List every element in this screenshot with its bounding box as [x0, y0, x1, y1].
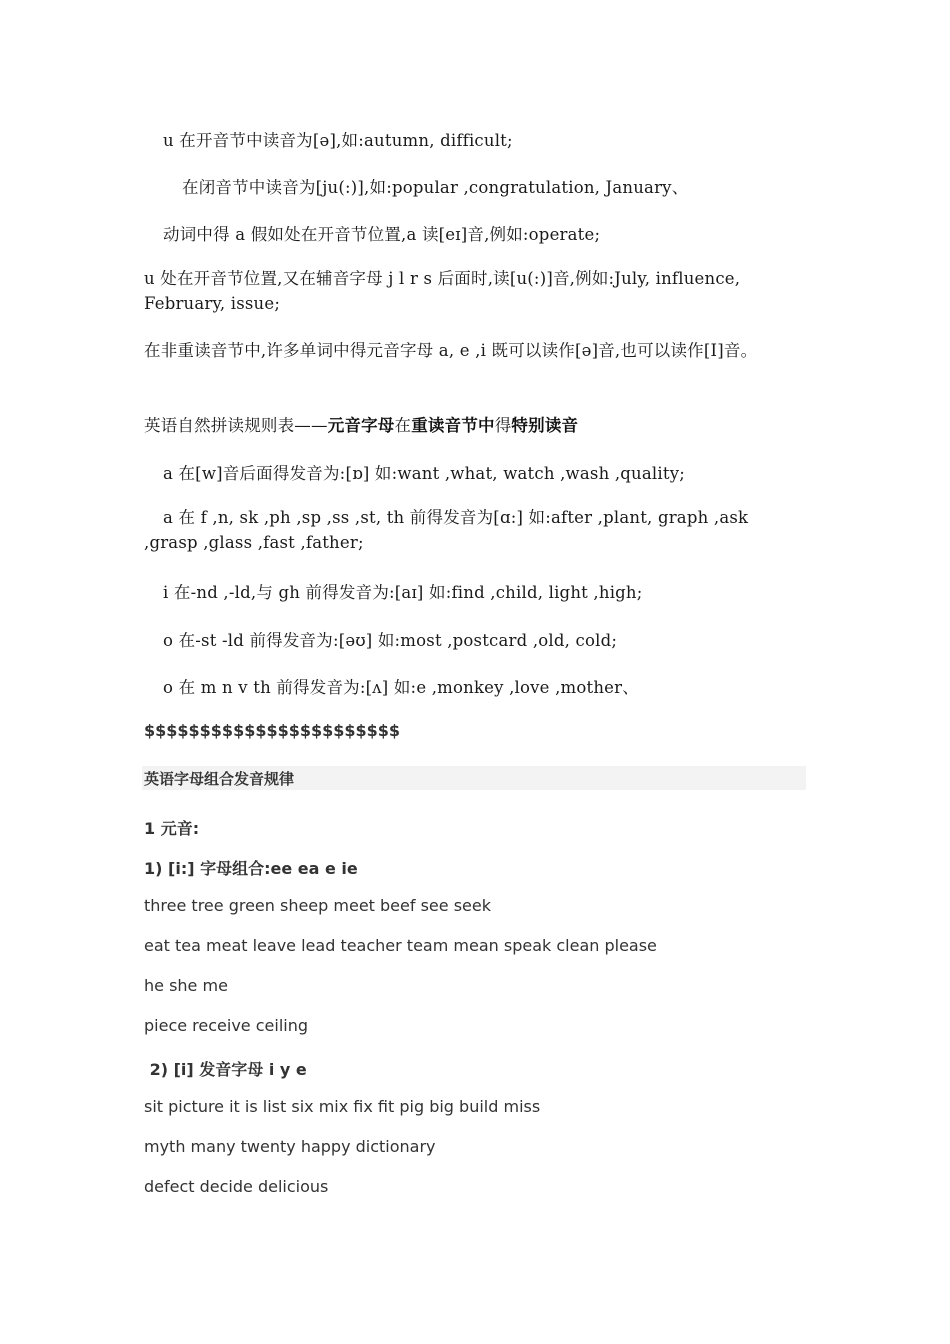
rule-o-before-st-ld: o 在-st -ld 前得发音为:[əʊ] 如:most ,postcard ,old, cold;: [163, 631, 618, 650]
rule-o-before-mnvth: o 在 m n v th 前得发音为:[ʌ] 如:e ,monkey ,love ,mother、: [163, 678, 639, 697]
title-part-1: 英语自然拼读规则表——: [144, 416, 328, 435]
subsection-i-short: 2) [i] 发音字母 i y e: [144, 1060, 307, 1079]
rule-unstressed-vowels: 在非重读音节中,许多单词中得元音字母 a, e ,i 既可以读作[ə]音,也可以读作[I]音。: [144, 341, 758, 360]
title-part-stressed-syllable: 重读音节中: [411, 416, 495, 435]
example-row: eat tea meat leave lead teacher team mean speak clean please: [144, 936, 657, 955]
title-part-5: 得: [494, 416, 512, 435]
title-part-vowel-letters: 元音字母: [327, 416, 395, 435]
example-row: defect decide delicious: [144, 1177, 329, 1196]
example-row: sit picture it is list six mix fix fit pig big build miss: [144, 1097, 541, 1116]
example-row: myth many twenty happy dictionary: [144, 1137, 436, 1156]
title-part-special-pronunciation: 特别读音: [511, 416, 579, 435]
subsection-i-long: 1) [i:] 字母组合:ee ea e ie: [144, 859, 358, 878]
title-part-3: 在: [394, 416, 412, 435]
rule-verb-a: 动词中得 a 假如处在开音节位置,a 读[eɪ]音,例如:operate;: [163, 225, 601, 244]
rule-i-before-nd-ld-gh: i 在-nd ,-ld,与 gh 前得发音为:[aɪ] 如:find ,child, light ,high;: [163, 583, 643, 602]
rule-u-open-syllable: u 在开音节中读音为[ə],如:autumn, difficult;: [163, 131, 513, 150]
rule-u-after-consonants: u 处在开音节位置,又在辅音字母 j l r s 后面时,读[u(:)]音,例如:July, influence, February, issue;: [144, 269, 741, 313]
phonics-table-title: [144, 412, 578, 436]
rule-u-closed-syllable: 在闭音节中读音为[ju(:)],如:popular ,congratulation, January、: [182, 178, 689, 197]
vowel-title: 1 元音:: [144, 819, 200, 838]
section-heading: 英语字母组合发音规律: [144, 770, 295, 788]
example-row: he she me: [144, 976, 228, 995]
example-row: three tree green sheep meet beef see seek: [144, 896, 491, 915]
example-row: piece receive ceiling: [144, 1016, 308, 1035]
rule-a-after-w: a 在[w]音后面得发音为:[ɒ] 如:want ,what, watch ,wash ,quality;: [163, 464, 685, 483]
rule-a-before-consonants: a 在 f ,n, sk ,ph ,sp ,ss ,st, th 前得发音为[ɑ:] 如:after ,plant, graph ,ask ,grasp ,glass ,fast ,father;: [144, 508, 749, 552]
dollar-separator: $$$$$$$$$$$$$$$$$$$$$$$: [144, 721, 401, 740]
